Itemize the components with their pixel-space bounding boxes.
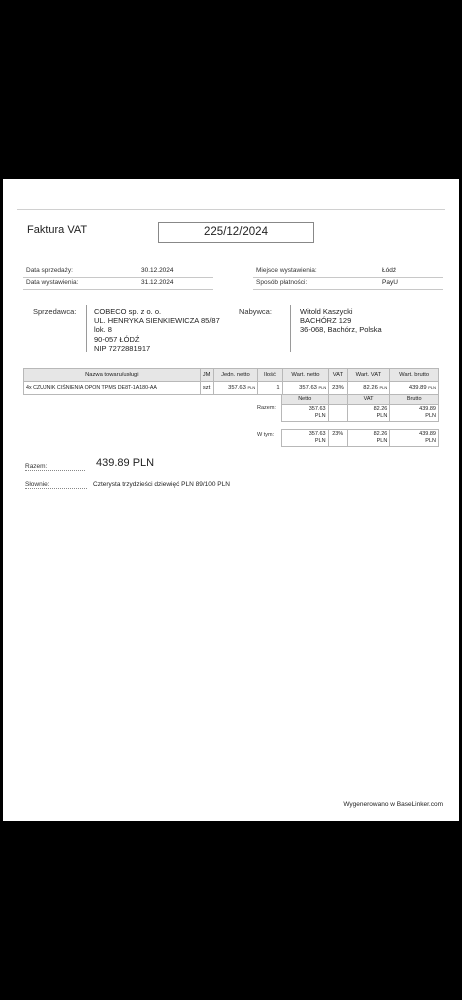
including-table — [281, 429, 439, 447]
item-qty: 1 — [258, 382, 282, 395]
col-name-header: Nazwa towaru/usługi — [24, 369, 201, 382]
including-net-currency: PLN — [314, 438, 326, 444]
sum-empty-cell — [328, 405, 347, 422]
sum-gross-currency: PLN — [425, 413, 436, 419]
item-unit-net-currency: PLN — [247, 385, 256, 390]
invoice-number: 225/12/2024 — [204, 226, 268, 238]
item-vat-value-currency: PLN — [379, 385, 388, 390]
sum-vat: 82.26 — [373, 406, 388, 412]
seller-label: Sprzedawca: — [33, 307, 77, 316]
item-gross: 439.89 — [408, 385, 427, 391]
sum-vat-head: VAT — [347, 395, 390, 405]
sum-gross: 439.89 — [419, 406, 436, 412]
col-vat-header: VAT — [329, 369, 347, 382]
col-unit-net-header: Jedn. netto — [213, 369, 258, 382]
buyer-street: BACHÓRZ 129 — [300, 316, 352, 326]
seller-block — [94, 307, 220, 353]
place-label: Miejsce wystawienia: — [256, 267, 317, 274]
including-row — [282, 430, 439, 447]
seller-street: UL. HENRYKA SIENKIEWICZA 85/87 — [94, 316, 220, 326]
sum-vat-currency: PLN — [376, 413, 388, 419]
sum-net-cell — [282, 405, 329, 422]
col-qty-header: Ilość — [258, 369, 282, 382]
item-vat-value-cell — [347, 382, 390, 395]
including-vat-currency: PLN — [376, 438, 388, 444]
buyer-name: Witold Kaszycki — [300, 307, 353, 316]
sum-header-row — [282, 395, 439, 405]
item-net-cell — [282, 382, 329, 395]
item-vat-value: 82.26 — [363, 385, 378, 391]
payment-label: Sposób płatności: — [256, 279, 308, 286]
sale-date-value: 30.12.2024 — [141, 267, 174, 274]
sum-vat-cell — [347, 405, 390, 422]
including-vat-cell — [347, 430, 390, 447]
item-unit-net-cell — [213, 382, 258, 395]
issue-date-rule — [23, 289, 213, 290]
table-row — [24, 382, 439, 395]
col-vat-value-header: Wart. VAT — [347, 369, 390, 382]
seller-divider — [86, 305, 87, 352]
seller-nip: NIP 7272881917 — [94, 343, 151, 353]
item-net: 357.63 — [299, 385, 317, 391]
item-net-currency: PLN — [318, 385, 327, 390]
seller-city: 90-057 ŁÓDŹ — [94, 334, 140, 344]
invoice-title: Faktura VAT — [27, 224, 88, 236]
buyer-label: Nabywca: — [239, 307, 272, 316]
including-vat: 82.26 — [373, 431, 388, 437]
sum-values-row — [282, 405, 439, 422]
col-unit-header: JM — [200, 369, 213, 382]
payment-rule — [253, 289, 443, 290]
item-vat-rate: 23% — [329, 382, 347, 395]
item-name: 4x CZUJNIK CIŚNIENIA OPON TPMS DE8T-1A180-AA — [24, 382, 201, 395]
items-table — [23, 368, 439, 395]
table-header-row — [24, 369, 439, 382]
generated-note: Wygenerowano w BaseLinker.com — [343, 801, 443, 808]
including-gross: 439.89 — [419, 431, 436, 437]
including-net-cell — [282, 430, 329, 447]
col-net-header: Wart. netto — [282, 369, 329, 382]
invoice-number-box — [158, 222, 314, 243]
col-gross-header: Wart. brutto — [390, 369, 439, 382]
including-label: W tym: — [257, 432, 275, 438]
including-rate: 23% — [328, 430, 347, 447]
sum-gross-cell — [390, 405, 439, 422]
seller-unit: lok. 8 — [94, 325, 112, 335]
invoice-page — [3, 179, 459, 821]
total-label: Razem: — [25, 463, 85, 471]
item-gross-currency: PLN — [428, 385, 436, 390]
top-rule — [17, 209, 445, 210]
including-gross-cell — [390, 430, 439, 447]
sum-empty-head — [328, 395, 347, 405]
sum-table — [281, 394, 439, 422]
sum-net-currency: PLN — [314, 413, 326, 419]
item-unit-net: 357.63 — [228, 385, 246, 391]
words-label: Słownie: — [25, 481, 87, 489]
sum-netto-head: Netto — [282, 395, 329, 405]
payment-value: PayU — [382, 279, 398, 286]
buyer-block — [300, 307, 382, 335]
place-value: Łódź — [382, 267, 397, 274]
total-in-words: Czterysta trzydzieści dziewięć PLN 89/100 PLN — [93, 481, 230, 488]
sum-label: Razem: — [257, 405, 276, 411]
buyer-divider — [290, 305, 291, 352]
seller-name: COBECO sp. z o. o. — [94, 307, 162, 316]
sum-net: 357.63 — [308, 406, 326, 412]
item-gross-cell — [390, 382, 439, 395]
issue-date-label: Data wystawienia: — [26, 279, 79, 286]
place-rule — [253, 277, 443, 278]
item-unit: szt — [200, 382, 213, 395]
sale-date-label: Data sprzedaży: — [26, 267, 73, 274]
buyer-city: 36-068, Bachórz, Polska — [300, 325, 382, 335]
sale-date-rule — [23, 277, 213, 278]
sum-brutto-head: Brutto — [390, 395, 439, 405]
including-net: 357.63 — [308, 431, 326, 437]
including-gross-currency: PLN — [425, 438, 436, 444]
total-value: 439.89 PLN — [96, 457, 155, 469]
issue-date-value: 31.12.2024 — [141, 279, 174, 286]
